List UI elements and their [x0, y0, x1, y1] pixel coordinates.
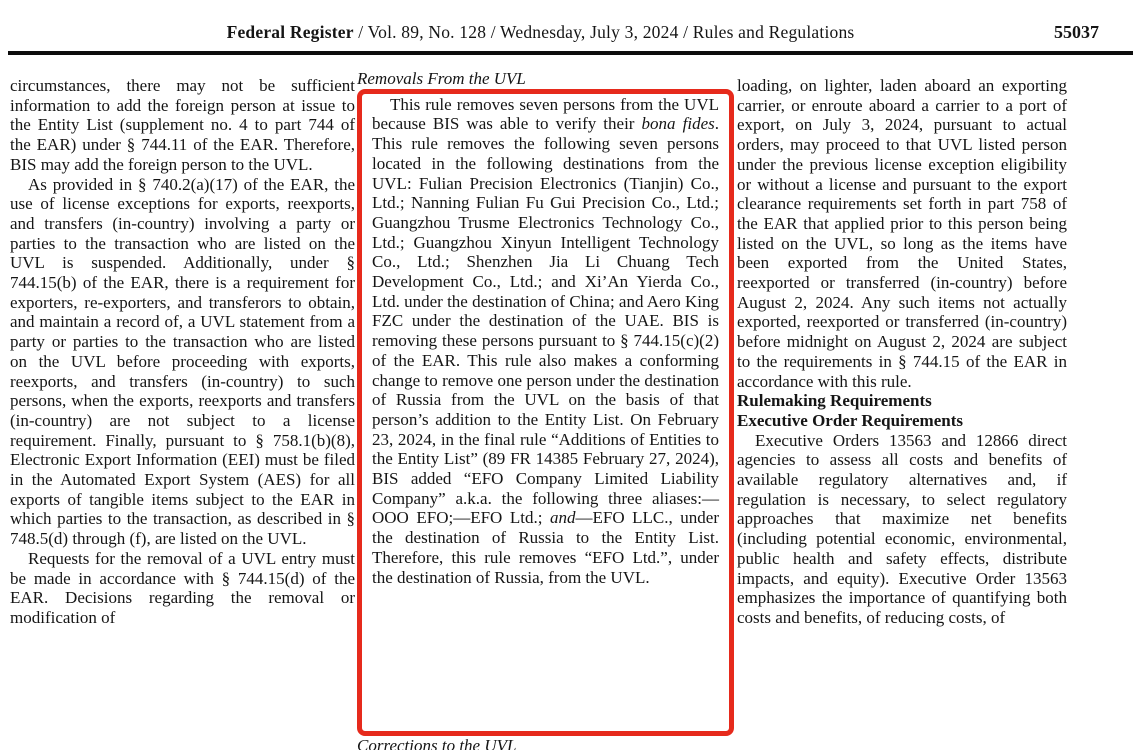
- column-right: [737, 76, 1067, 628]
- executive-order-requirements-heading: Executive Order Requirements: [737, 410, 963, 430]
- red-highlight-box: [357, 89, 734, 736]
- right-paragraph-2: Executive Orders 13563 and 12866 direct agencies to assess all costs and benefits of available regulatory alternatives and, if regulation is necessary, to select regulatory approaches that maximize net benefits (including potential economic, environmental, public health and safety effects, distribute impacts, and equity). Executive Order 13563 emphasizes the importance of quantifying both costs and benefits, of reducing costs, of: [737, 430, 1067, 627]
- boxed-text-segment-2: . This rule removes the following seven persons located in the following destinations from the UVL: Fulian Precision Electronics (Tianjin) Co., Ltd.; Nanning Fulian Fu Gui Precision Co., Ltd.; Guangzhou Trusme Electronics Technology Co., Ltd.; Guangzhou Xinyun Intelligent Technology Co., Ltd.; Shenzhen Jia Li Chuang Tech Development Co., Ltd.; and Xi’An Yierda Co., Ltd. under the destination of China; and Aero King FZC under the destination of the UAE. BIS is removing these persons pursuant to § 744.15(c)(2) of the EAR. This rule also makes a conforming change to remove one person under the destination of Russia from the UVL on the basis of that person’s addition to the Entity List. On February 23, 2024, in the final rule “Additions of Entities to the Entity List” (89 FR 14385 February 27, 2024), BIS added “EFO Company Limited Liability Company” a.k.a. the following three aliases:—OOO EFO;—EFO Ltd.;: [372, 114, 720, 528]
- column-middle: [357, 69, 734, 750]
- rulemaking-requirements-heading: Rulemaking Requirements: [737, 391, 932, 411]
- left-paragraph-1: circumstances, there may not be sufficient information to add the foreign person at issue to the Entity List (supplement no. 4 to part 744 of the EAR) under § 744.11 of the EAR. Therefore, BIS may add the foreign person to the UVL.: [10, 76, 355, 174]
- left-paragraph-2: As provided in § 740.2(a)(17) of the EAR, the use of license exceptions for exports, reexports, and transfers (in-country) involving a party or parties to the transaction who are listed on the UVL is suspended. Additionally, under § 744.15(b) of the EAR, there is a requirement for exporters, re-exporters, and transferors to obtain, and maintain a record of, a UVL statement from a party or parties to the transaction who are listed on the UVL before proceeding with exports, reexports, and transfers (in-country) to such persons, when the exports, reexports and transfers (in-country) are not subject to a license requirement. Finally, pursuant to § 758.1(b)(8), Electronic Export Information (EEI) must be filed in the Automated Export System (AES) for all exports of tangible items subject to the EAR in which parties to the transaction, as described in § 748.5(d) through (f), are listed on the UVL.: [10, 174, 355, 549]
- issue-info: / Vol. 89, No. 128 / Wednesday, July 3, 2024 / Rules and Regulations: [353, 22, 855, 42]
- boxed-text-italic-bona-fides: bona fides: [641, 114, 715, 134]
- page-header: [0, 22, 1141, 48]
- removals-heading: Removals From the UVL: [357, 69, 526, 88]
- boxed-paragraph: [372, 95, 719, 588]
- column-left: [10, 76, 355, 628]
- header-title: [60, 22, 1021, 43]
- boxed-text-italic-and: and: [549, 508, 576, 528]
- right-paragraph-1: loading, on lighter, laden aboard an exporting carrier, or enroute aboard a carrier to a port of export, on July 3, 2024, pursuant to actual orders, may proceed to that UVL listed person under the previous license exception eligibility or without a license and pursuant to the export clearance requirements set forth in part 758 of the EAR that applied prior to this person being listed on the UVL, so long as the items have been exported from the United States, reexported or transferred (in-country) before August 2, 2024. Any such items not actually exported, reexported or transferred (in-country) before midnight on August 2, 2024 are subject to the requirements in § 744.15 of the EAR in accordance with this rule.: [737, 76, 1067, 391]
- left-paragraph-3: Requests for the removal of a UVL entry must be made in accordance with § 744.15(d) of the EAR. Decisions regarding the removal or modification of: [10, 548, 355, 627]
- boxed-text-segment-3: —EFO LLC., under the destination of Russia to the Entity List. Therefore, this rule removes “EFO Ltd.”, under the destination of Russia, from the UVL.: [372, 508, 719, 587]
- header-divider-rule: [8, 51, 1133, 55]
- journal-name: Federal Register: [226, 22, 354, 42]
- corrections-heading-clipped: Corrections to the UVL: [357, 735, 517, 750]
- page-number: 55037: [1054, 22, 1099, 42]
- boxed-text-segment-1: This rule removes seven persons from the UVL because BIS was able to verify their: [372, 94, 719, 134]
